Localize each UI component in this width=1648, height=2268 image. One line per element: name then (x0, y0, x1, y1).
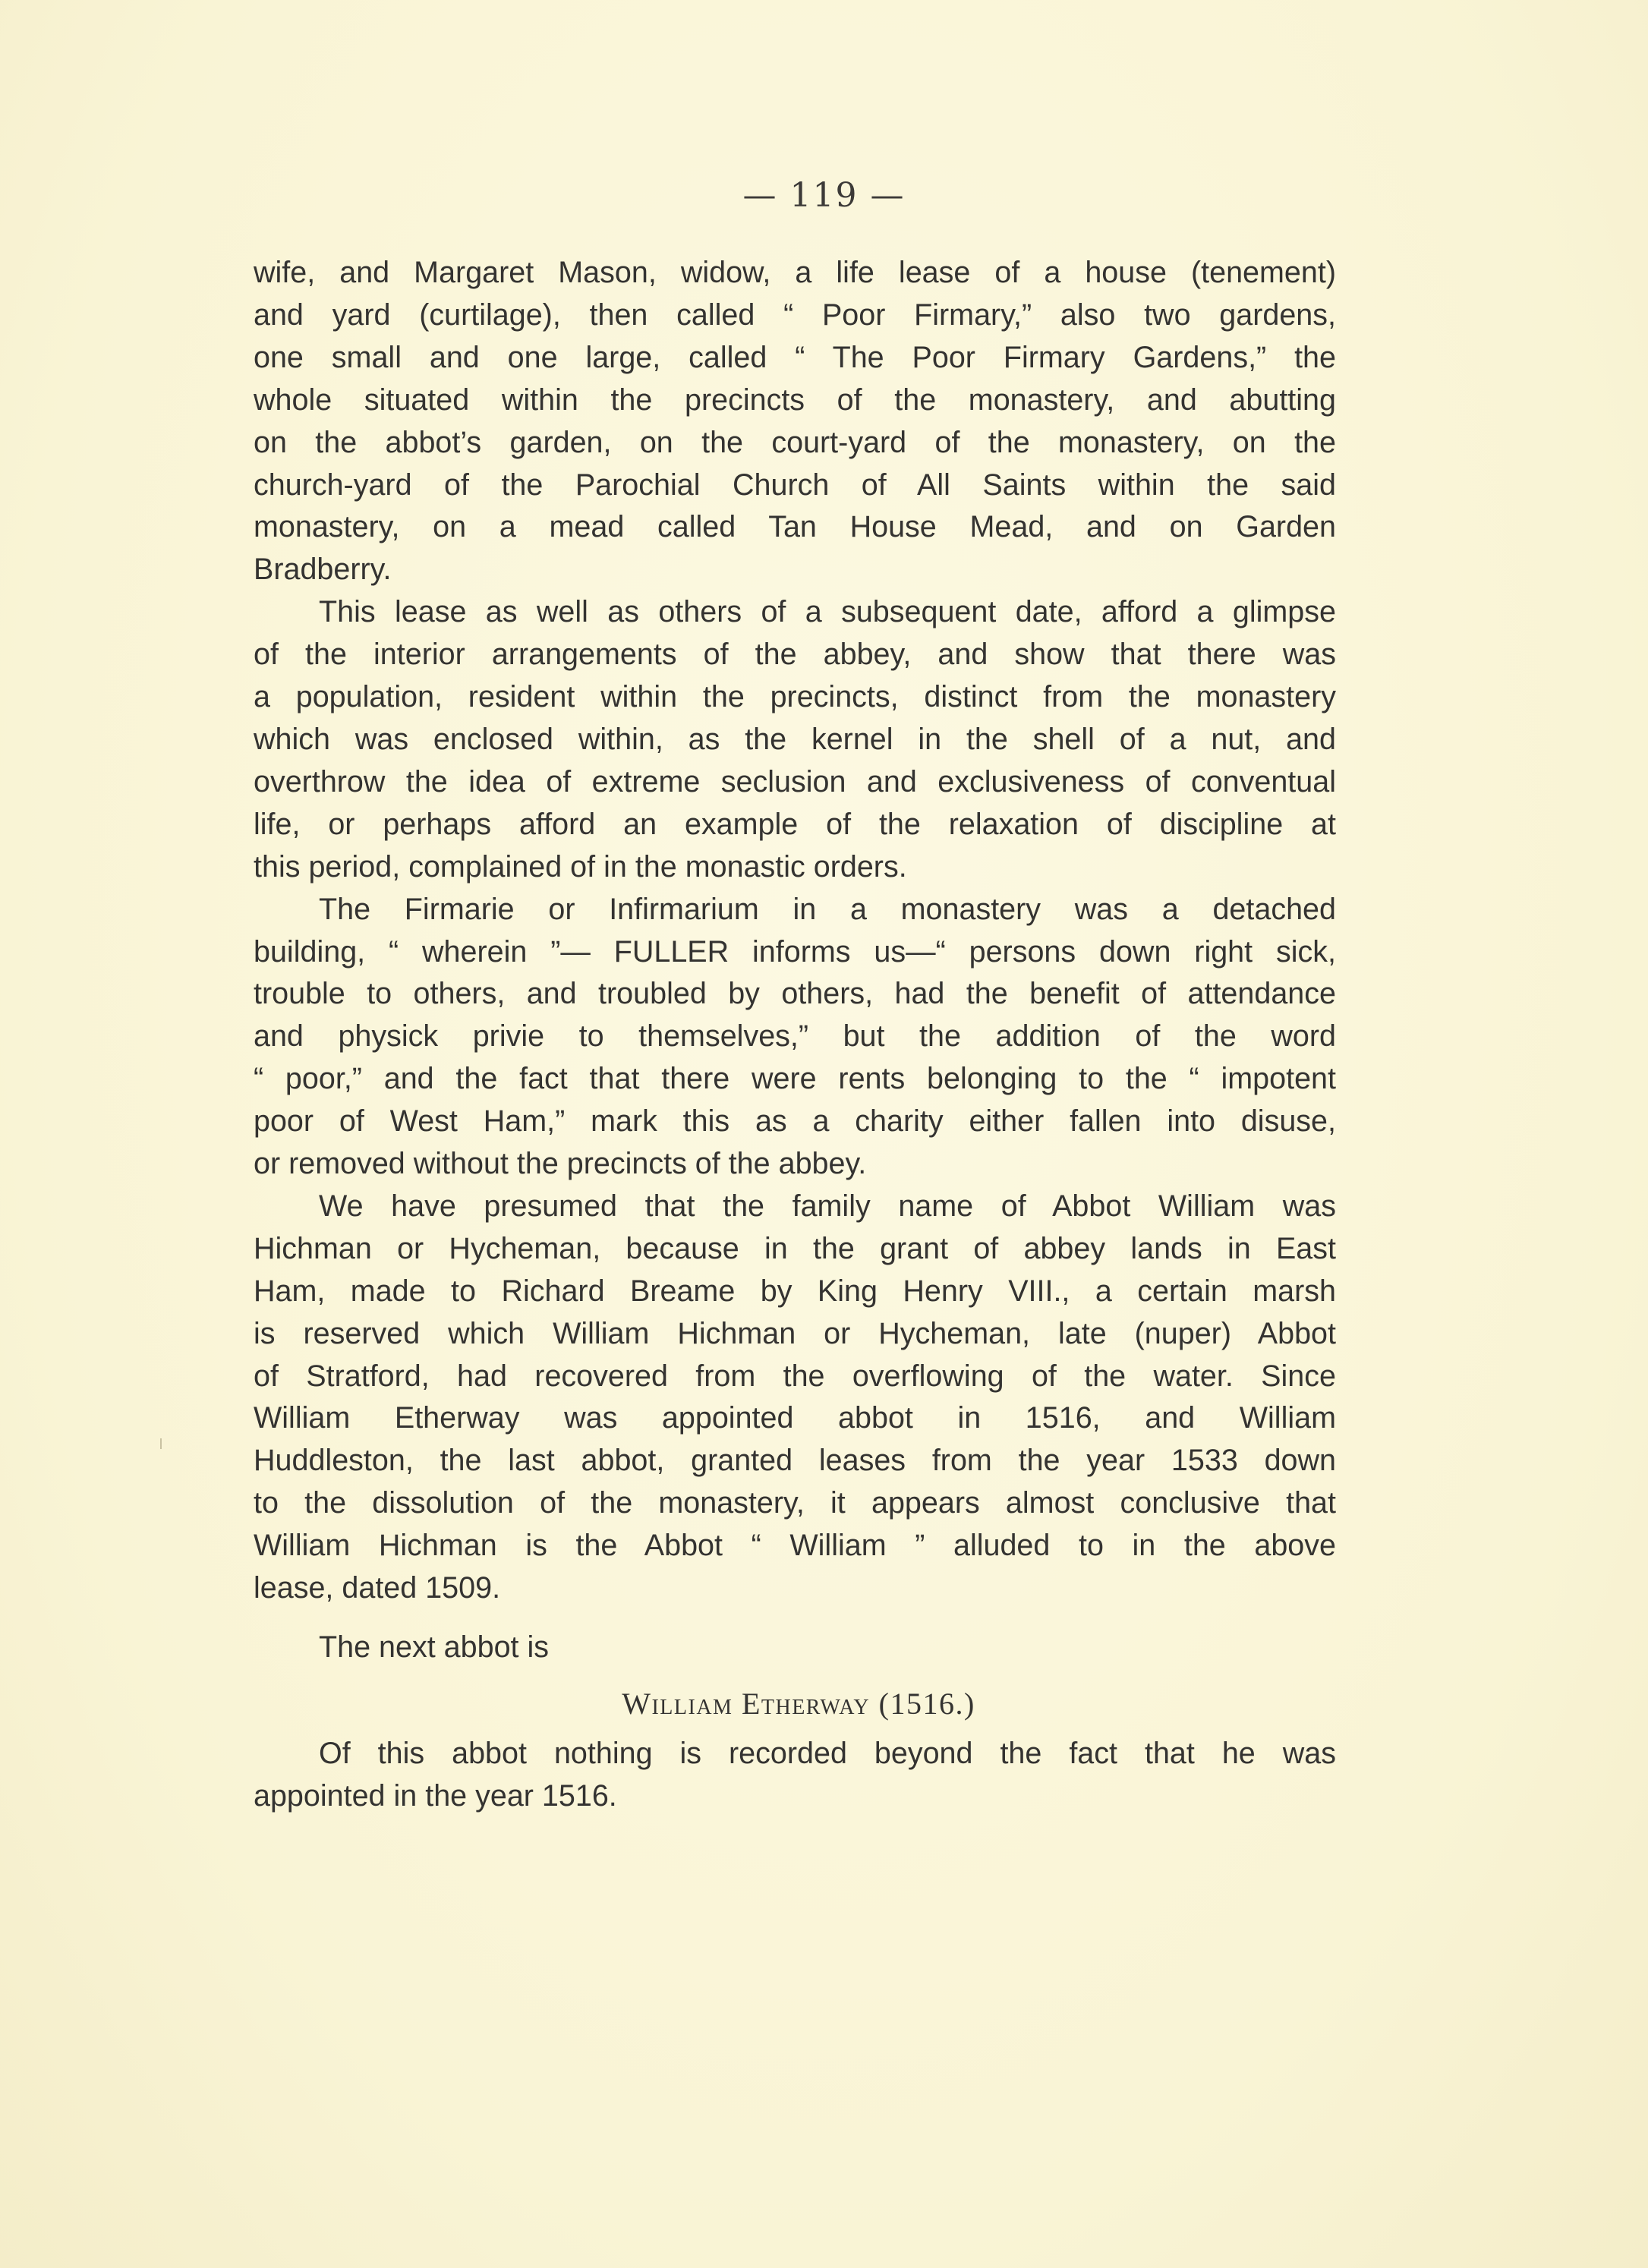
text-line: of Stratford, had recovered from the overflowing of the water. Since (254, 1359, 1336, 1393)
text-line: this period, complained of in the monastic orders. (254, 849, 907, 884)
paragraph-1 (254, 252, 1336, 591)
paper-blemish (160, 1438, 162, 1449)
text-line: wife, and Margaret Mason, widow, a life lease of a house (tenement) (254, 256, 1336, 289)
text-line: and physick privie to themselves,” but the addition of the word (254, 1019, 1336, 1054)
text-line: appointed in the year 1516. (254, 1778, 617, 1813)
text-line: Of this abbot nothing is recorded beyond the fact that he was (319, 1736, 1336, 1770)
paragraph-3 (254, 889, 1336, 1186)
text-line: We have presumed that the family name of Abbot William was (319, 1189, 1336, 1223)
text-line: church-yard of the Parochial Church of All Saints within the said (254, 468, 1336, 502)
page-number: — 119 — (742, 176, 906, 215)
paragraph-2 (254, 591, 1336, 888)
text-line: monastery, on a mead called Tan House Mead, and on Garden (254, 510, 1336, 544)
text-line: on the abbot’s garden, on the court-yard of the monastery, on the (254, 425, 1336, 459)
intro-line: The next abbot is (319, 1630, 550, 1664)
text-line: The Firmarie or Infirmarium in a monastery was a detached (319, 892, 1336, 926)
text-line: of the interior arrangements of the abbey, and show that there was (254, 638, 1336, 672)
section-heading: William Etherway (1516.) (622, 1686, 975, 1721)
paragraph-5 (254, 1733, 1336, 1818)
text-line: whole situated within the precincts of the monastery, and abutting (254, 383, 1336, 417)
text-line: trouble to others, and troubled by others, had the benefit of attendance (254, 977, 1336, 1011)
text-line: lease, dated 1509. (254, 1571, 501, 1605)
text-line: life, or perhaps afford an example of the relaxation of discipline at (254, 807, 1336, 841)
text-line: and yard (curtilage), then called “ Poor Firmary,” also two gardens, (254, 298, 1336, 332)
text-line: Huddleston, the last abbot, granted leases from the year 1533 down (254, 1444, 1336, 1478)
text-line: a population, resident within the precincts, distinct from the monastery (254, 680, 1336, 714)
text-line: overthrow the idea of extreme seclusion and exclusiveness of conventual (254, 764, 1336, 799)
text-line: William Hichman is the Abbot “ William ” alluded to in the above (254, 1529, 1336, 1563)
text-line: or removed without the precincts of the abbey. (254, 1147, 867, 1181)
text-line: Hichman or Hycheman, because in the grant of abbey lands in East (254, 1231, 1336, 1265)
text-line: This lease as well as others of a subsequent date, afford a glimpse (319, 595, 1336, 629)
text-line: building, “ wherein ”— FULLER informs us—“ persons down right sick, (254, 934, 1336, 969)
text-line: one small and one large, called “ The Poor Firmary Gardens,” the (254, 340, 1336, 374)
text-line: poor of West Ham,” mark this as a charity either fallen into disuse, (254, 1104, 1336, 1139)
text-line: which was enclosed within, as the kernel in the shell of a nut, and (254, 722, 1336, 756)
text-line: Ham, made to Richard Breame by King Henry VIII., a certain marsh (254, 1274, 1336, 1308)
text-line: “ poor,” and the fact that there were rents belonging to the “ impotent (254, 1062, 1336, 1096)
text-line: William Etherway was appointed abbot in 1516, and William (254, 1401, 1336, 1435)
text-line: to the dissolution of the monastery, it appears almost conclusive that (254, 1486, 1336, 1520)
text-line: is reserved which William Hichman or Hycheman, late (nuper) Abbot (254, 1316, 1336, 1350)
body-text (254, 252, 1336, 1818)
text-line: Bradberry. (254, 553, 392, 587)
paragraph-4 (254, 1186, 1336, 1610)
